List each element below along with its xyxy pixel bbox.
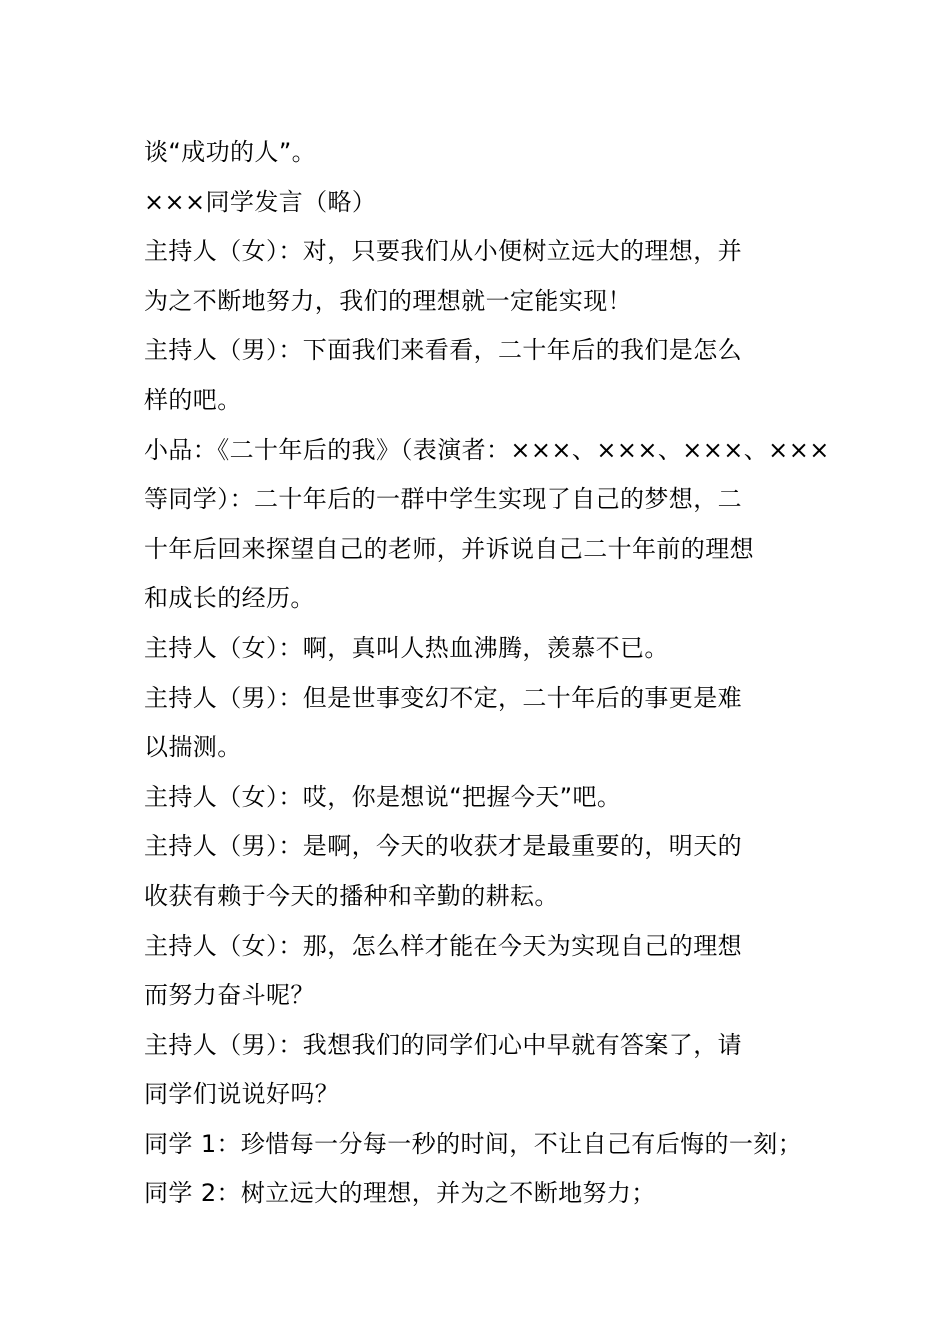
text-line: ×××同学发言（略） bbox=[144, 187, 377, 216]
text-line: 谈“成功的人”。 bbox=[144, 138, 317, 166]
text-line: 主持人（女）：啊，真叫人热血沸腾，羡慕不已。 bbox=[144, 633, 669, 662]
document-body bbox=[144, 128, 830, 1219]
text-line: 十年后回来探望自己的老师，并诉说自己二十年前的理想 bbox=[144, 534, 754, 563]
text-line: 样的吧。 bbox=[144, 385, 242, 414]
text-line: 主持人（男）：下面我们来看看，二十年后的我们是怎么 bbox=[144, 336, 742, 365]
text-line: 同学 2：树立远大的理想，并为之不断地努力； bbox=[144, 1179, 656, 1208]
text-line: 小品：《二十年后的我》（表演者：×××、×××、×××、××× bbox=[144, 435, 830, 464]
text-line: 同学 1：珍惜每一分每一秒的时间，不让自己有后悔的一刻； bbox=[144, 1129, 803, 1158]
text-line: 而努力奋斗呢？ bbox=[144, 981, 315, 1010]
text-line: 以揣测。 bbox=[144, 733, 242, 762]
text-line: 等同学）：二十年后的一群中学生实现了自己的梦想，二 bbox=[144, 485, 742, 514]
text-line: 为之不断地努力，我们的理想就一定能实现！ bbox=[144, 286, 632, 315]
text-line: 主持人（女）：对，只要我们从小便树立远大的理想，并 bbox=[144, 237, 742, 266]
text-line: 收获有赖于今天的播种和辛勤的耕耘。 bbox=[144, 881, 559, 910]
text-line: 主持人（女）：那，怎么样才能在今天为实现自己的理想 bbox=[144, 931, 742, 960]
text-line: 主持人（女）：哎，你是想说“把握今天”吧。 bbox=[144, 782, 622, 811]
text-line: 同学们说说好吗？ bbox=[144, 1080, 340, 1109]
text-line: 主持人（男）：但是世事变幻不定，二十年后的事更是难 bbox=[144, 683, 742, 712]
text-line: 主持人（男）：我想我们的同学们心中早就有答案了，请 bbox=[144, 1030, 742, 1059]
text-line: 和成长的经历。 bbox=[144, 584, 315, 613]
text-line: 主持人（男）：是啊，今天的收获才是最重要的，明天的 bbox=[144, 832, 742, 861]
